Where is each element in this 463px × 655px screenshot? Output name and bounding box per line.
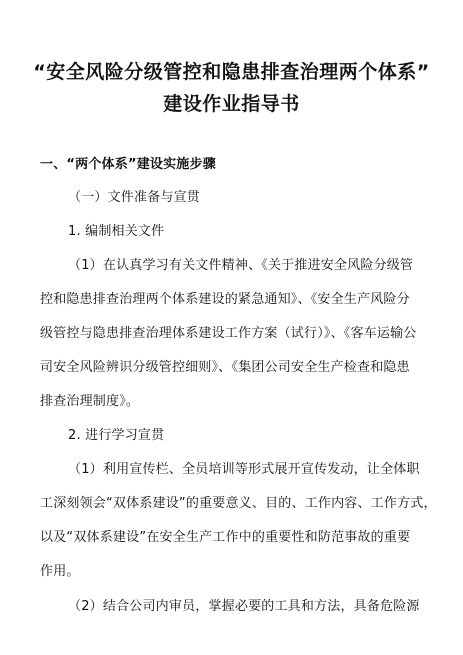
- paragraph-2-line: 工深刻领会“双体系建设”的重要意义、目的、工作内容、工作方式，: [40, 496, 437, 511]
- paragraph-1-line: （1）在认真学习有关文件精神、《关于推进安全风险分级管: [68, 258, 414, 273]
- paragraph-2-line: 作用。: [40, 564, 80, 579]
- item-2-heading: 2. 进行学习宣贯: [68, 428, 165, 443]
- paragraph-1-line: 司安全风险辨识分级管控细则》、《集团公司安全生产检查和隐患: [40, 360, 410, 375]
- document-title-line-2: 建设作业指导书: [163, 93, 300, 115]
- document-title-line-1: “安全风险分级管控和隐患排查治理两个体系”: [33, 61, 430, 83]
- paragraph-1-line: 级管控与隐患排查治理体系建设工作方案（试行）》、《客车运输公: [40, 326, 417, 341]
- section-heading: 一、“两个体系”建设实施步骤: [40, 157, 216, 172]
- paragraph-1-line: 控和隐患排查治理两个体系建设的紧急通知》、《安全生产风险分: [40, 292, 410, 307]
- item-1-heading: 1. 编制相关文件: [68, 224, 165, 239]
- paragraph-2-line: （1）利用宣传栏、全员培训等形式展开宣传发动，让全体职: [68, 462, 420, 477]
- paragraph-3-line: （2）结合公司内审员，掌握必要的工具和方法，具备危险源: [68, 599, 420, 614]
- subsection-heading: （一）文件准备与宣贯: [68, 190, 201, 205]
- paragraph-2-line: 以及“双体系建设”在安全生产工作中的重要性和防范事故的重要: [40, 530, 411, 545]
- paragraph-1-line: 排查治理制度》。: [40, 394, 140, 409]
